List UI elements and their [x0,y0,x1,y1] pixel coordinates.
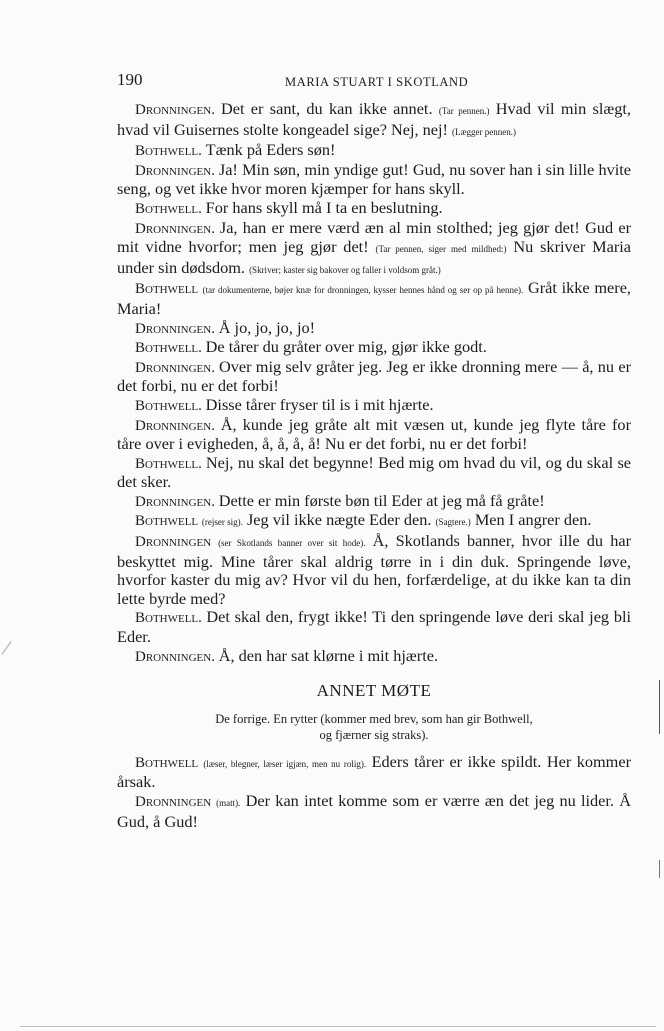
speaker-name: Bothwell [135,281,203,298]
margin-pencil-mark [2,641,12,655]
page-number: 190 [117,70,143,89]
dialogue-paragraph [117,161,631,199]
dialogue-section-2 [117,753,631,831]
spoken-text: For hans skyll må I ta en beslutning. [205,197,443,217]
dialogue-paragraph [117,753,631,792]
stage-direction: (Sagtere.) [435,517,471,528]
spoken-text: De tårer du gråter over mig, gjør ikke godt. [205,337,487,357]
spoken-text: Disse tårer fryser til is i mit hjærte. [205,394,434,414]
dialogue-paragraph [117,358,631,396]
speaker-name: Bothwell. [135,143,206,160]
dialogue-paragraph [117,100,631,141]
page-bottom-edge [20,1026,656,1027]
speaker-name: Bothwell. [135,200,206,217]
speaker-name: Dronningen. [135,417,221,434]
speaker-name: Dronningen [135,534,219,551]
speaker-name: Bothwell [135,754,204,771]
dialogue-paragraph [117,608,631,646]
spoken-text: Å, kunde jeg gråte alt mit væsen ut, kunde jeg flyte tåre for tåre over i evigheden, å, å, å, å! Nu er det forbi, nu er det forbi! [117,414,631,454]
dialogue-paragraph [117,199,631,219]
scene-description-line-1: De forrige. En rytter (kommer med brev, som han gir Bothwell, [215,711,533,726]
dialogue-paragraph [117,647,631,667]
stage-direction: (ser Skotlands banner over sit hode). [218,538,366,549]
spoken-text: Å jo, jo, jo, jo! [218,317,316,337]
stage-direction: (Tar pennen.) [438,106,490,116]
play-text [117,100,631,831]
spoken-text: Dette er min første bøn til Eder at jeg må få gråte! [218,490,545,510]
spoken-text: Det skal den, frygt ikke! Ti den springende løve deri skal jeg bli Eder. [117,607,632,647]
spoken-text: Å, den har sat klørne i mit hjærte. [218,645,439,665]
spoken-text: Ja! Min søn, min yndige gut! Gud, nu sover han i sin lille hvite seng, og vet ikke hvor moren kjæmper for hans skyll. [117,159,632,199]
page-edge-mark [659,860,660,878]
spoken-text: Gråt ikke mere, Maria! [117,278,631,318]
scene-title: ANNET MØTE [316,681,432,701]
dialogue-paragraph [117,492,631,512]
spoken-text: Jeg vil ikke nægte Eder den. [242,510,436,530]
speaker-name: Dronningen. [135,320,219,337]
dialogue-paragraph [117,511,631,532]
speaker-name: Bothwell. [135,340,206,357]
spoken-text: Eders tårer er ikke spildt. Her kommer årsak. [117,751,631,792]
stage-direction: (læser, blegner, læser igjæn, men nu rolig). [203,758,367,769]
dialogue-paragraph [117,319,631,339]
speaker-name: Dronningen. [135,648,219,665]
dialogue-paragraph [117,219,631,280]
page-edge-mark [659,680,660,734]
speaker-name: Dronningen [135,794,217,810]
dialogue-paragraph [117,141,631,161]
page-header [117,70,637,94]
spoken-text: Å, Skotlands banner, hvor ille du har beskyttet mig. Mine tårer skal aldrig tørre in i din duk. Springende løve, hvorfor kaster du mig av? Hvor vil du hen, forfærdelige, at du ikke kan ta din lette byrde med? [117,531,632,608]
stage-direction: (Lægger pennen.) [452,126,517,137]
stage-direction: (tar dokumenterne, bøjer knæ for dronningen, kysser hennes hånd og ser op på henne). [202,285,524,296]
speaker-name: Dronningen. [135,493,219,510]
spoken-text: Der kan intet komme som er værre æn det jeg nu lider. Å Gud, å Gud! [117,791,632,831]
dialogue-paragraph [117,279,631,318]
running-title: MARIA STUART I SKOTLAND [285,75,469,89]
dialogue-paragraph [117,454,631,492]
speaker-name: Bothwell. [135,610,207,627]
dialogue-paragraph [117,792,631,831]
spoken-text: Nu skriver Maria under sin dødsdom. [117,237,631,277]
dialogue-paragraph [117,338,631,358]
spoken-text: Det er sant, du kan ikke annet. [220,99,439,118]
spoken-text: Over mig selv gråter jeg. Jeg er ikke dronning mere — å, nu er det forbi, nu er det forbi! [117,356,632,396]
dialogue-paragraph [117,396,631,416]
stage-direction: (matt). [216,798,241,808]
spoken-text: Hvad vil min slægt, hvad vil Guisernes stolte kongeadel sige? Nej, nej! [117,99,631,139]
speaker-name: Dronningen. [135,220,220,237]
speaker-name: Bothwell. [135,397,206,414]
dialogue-paragraph [117,416,631,454]
spoken-text: Ja, han er mere værd æn al min stolthed; jeg gjør det! Gud er mit vidne hvorfor; men jeg gjør det! [117,217,631,257]
stage-direction: (rejser sig). [201,517,243,528]
spoken-text: Tænk på Eders søn! [205,140,336,160]
stage-direction: (Skriver; kaster sig bakover og faller i voldsom gråt.) [249,264,441,275]
scene-description-line-2: og fjærner sig straks). [319,727,429,742]
speaker-name: Bothwell. [135,455,206,472]
stage-direction: (Tar pennen, siger med mildhed:) [375,244,507,255]
speaker-name: Dronningen. [135,162,219,179]
speaker-name: Bothwell [135,513,202,530]
dialogue-paragraph [117,532,631,608]
speaker-name: Dronningen. [135,359,219,376]
dialogue-section-1 [117,100,631,666]
scene-description [117,711,631,743]
spoken-text: Nej, nu skal det begynne! Bed mig om hvad du vil, og du skal se det sker. [117,452,632,492]
speaker-name: Dronningen. [135,102,221,118]
spoken-text: Men I angrer den. [470,510,592,530]
